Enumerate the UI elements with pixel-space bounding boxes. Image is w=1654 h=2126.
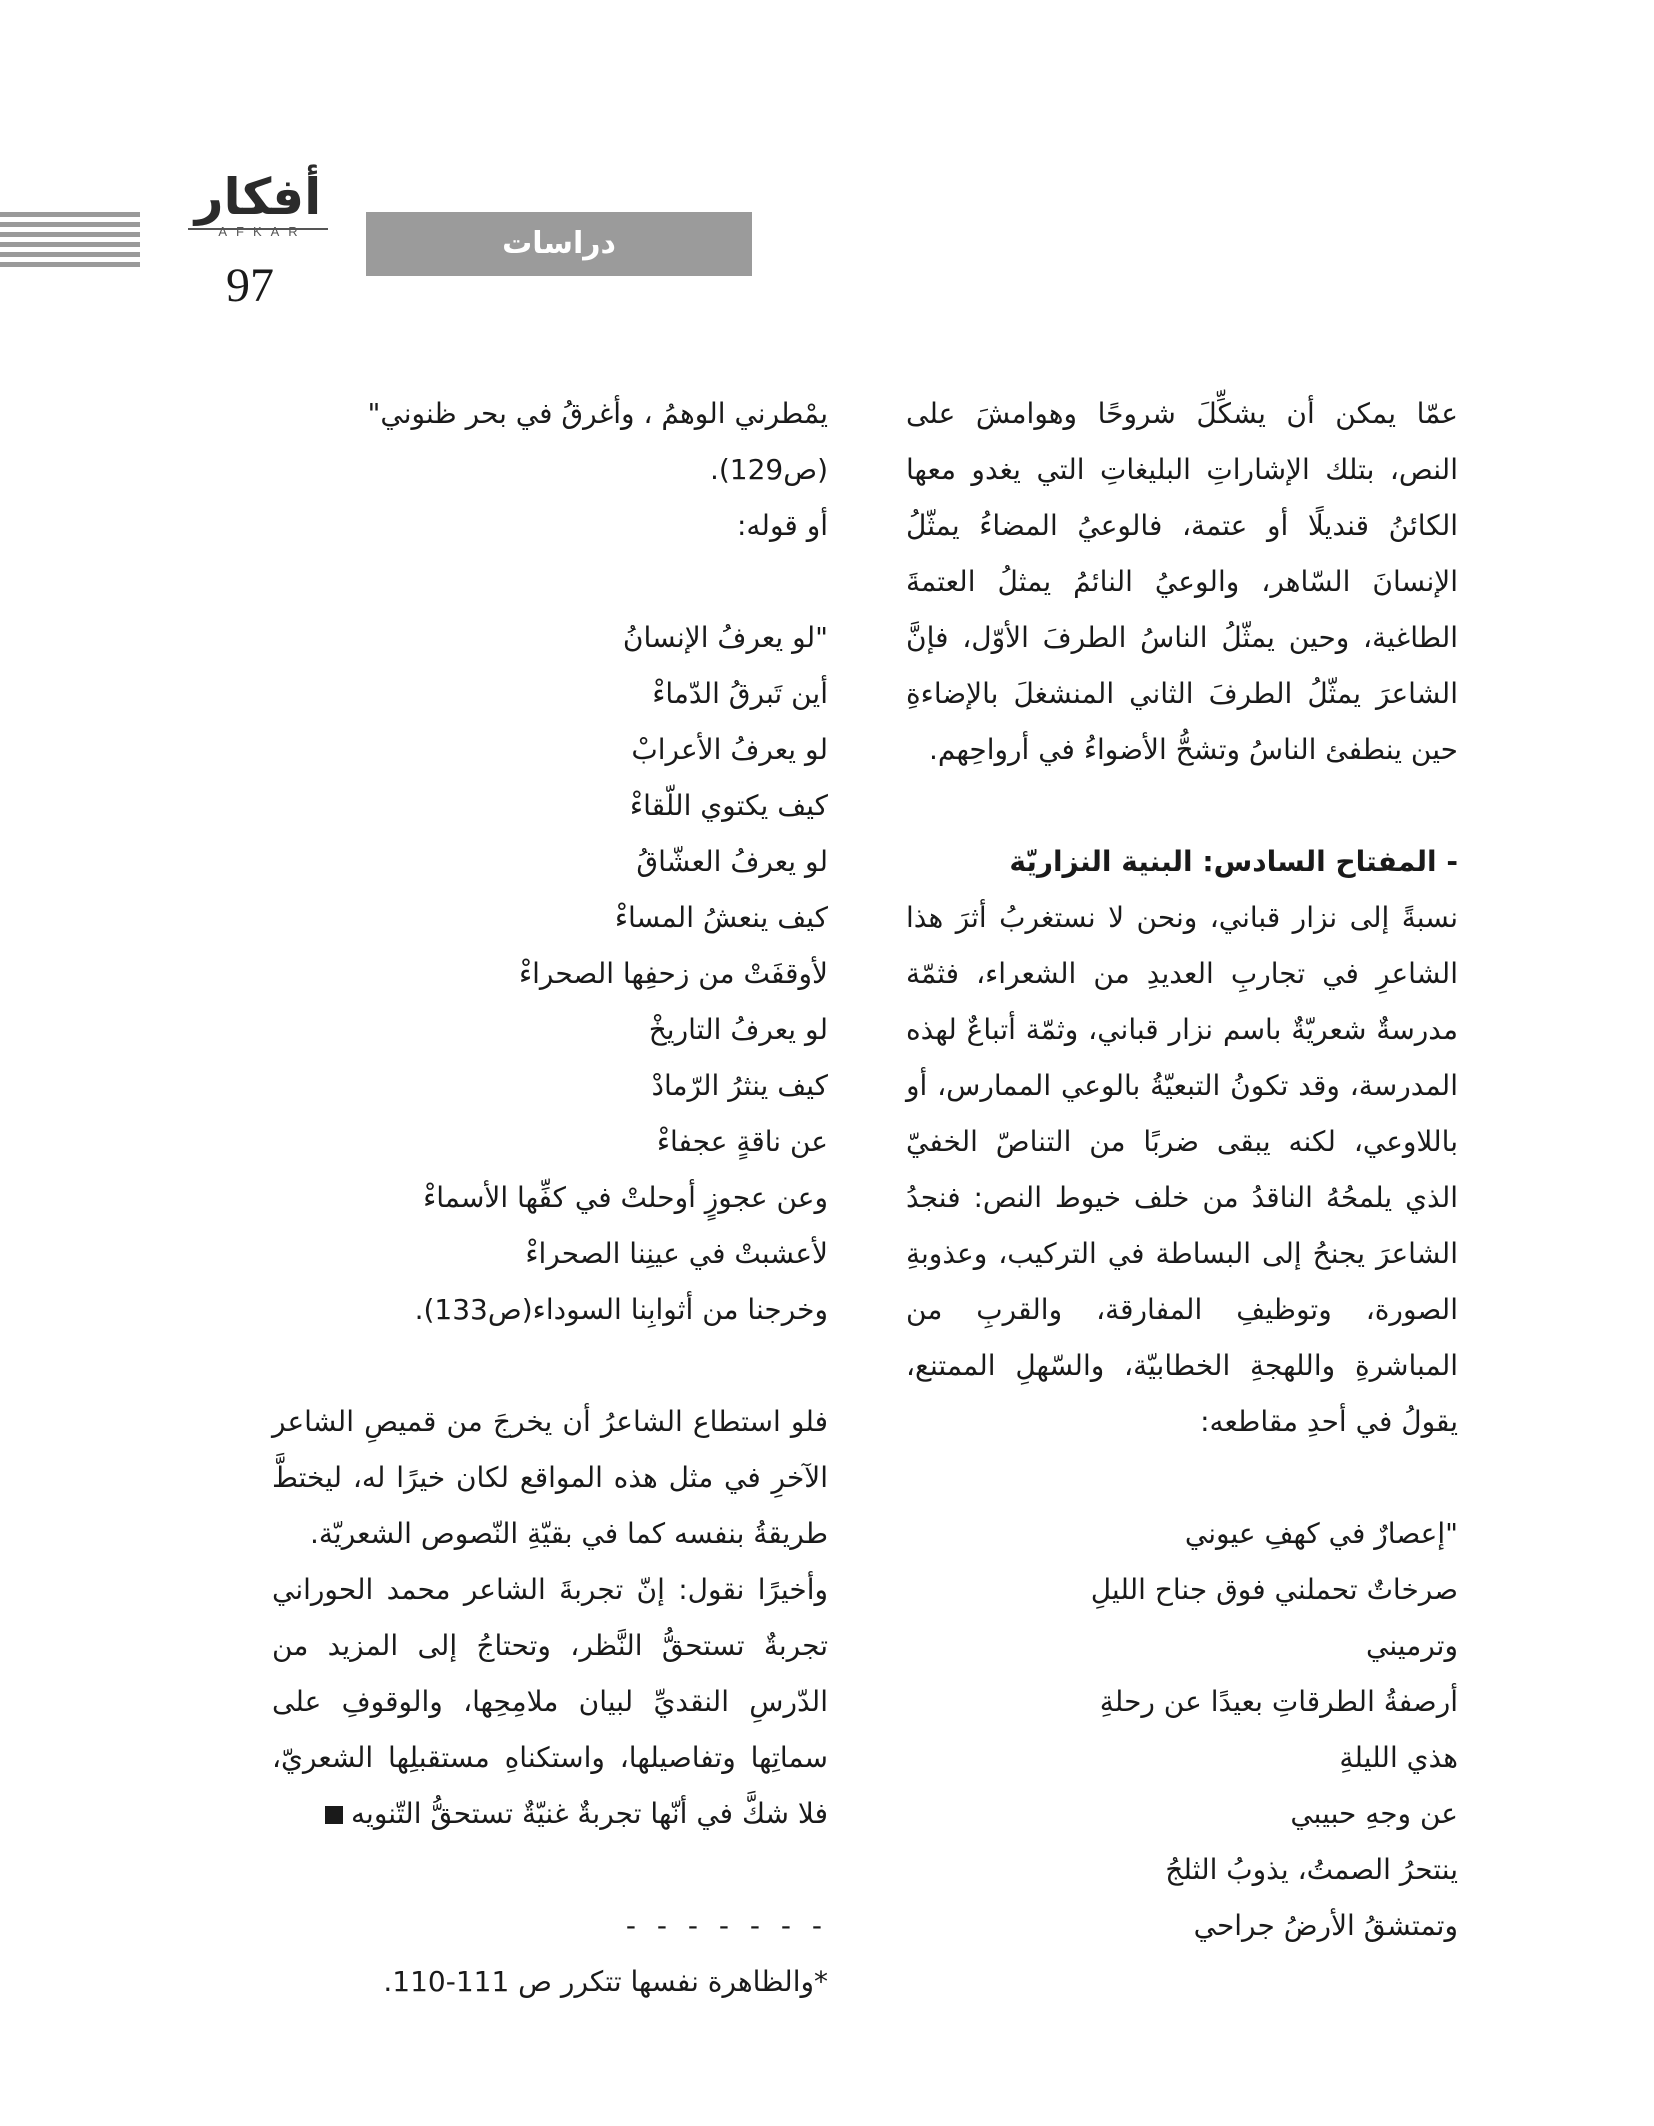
poem-line: وتمتشقُ الأرضُ جراحي: [1193, 1909, 1458, 1942]
end-of-article-square-icon: [325, 1806, 343, 1824]
poem-continuation-line: يمْطرني الوهمُ ، وأغرقُ في بحر ظنوني"(ص129).: [367, 397, 828, 486]
poem-line: لو يعرفُ الأعرابْ: [631, 733, 828, 766]
body-paragraph: نسبةً إلى نزار قباني، ونحن لا نستغربُ أثرَ هذا الشاعرِ في تجاربِ العديدِ من الشعراء، فثمّة مدرسةٌ شعريّةٌ باسم نزار قباني، وثمّة أتباعٌ لهذه المدرسة، وقد تكونُ التبعيّةُ بالوعي الممارس، أو باللاوعي، لكنه يبقى ضربًا من التناصّ الخفيّ الذي يلمحُهُ الناقدُ من خلف خيوط النص: فنجدُ الشاعرَ يجنحُ إلى البساطة في التركيب، وعذوبةِ الصورة، وتوظيفِ المفارقة، والقربِ من المباشرةِ واللهجةِ الخطابيّة، والسّهلِ الممتنع، يقولُ في أحدِ مقاطعه:: [906, 901, 1458, 1438]
quote-intro: أو قوله:: [736, 509, 828, 542]
final-paragraph: [272, 1562, 828, 1842]
header-stripes: [0, 212, 140, 276]
right-column: [906, 386, 1458, 1954]
poem-line: لأعشبتْ في عينِنا الصحراءْ: [525, 1237, 828, 1270]
final-paragraph-text: وأخيرًا نقول: إنّ تجربةَ الشاعر محمد الحوراني تجربةٌ تستحقُّ النَّظر، وتحتاجُ إلى المزيد من الدّرسِ النقديِّ لبيان ملامِحِها، والوقوفِ على سماتِها وتفاصيلها، واستكناهِ مستقبلِها الشعريّ، فلا شكَّ في أنّها تجربةٌ غنيّةٌ تستحقُّ التّنويه: [272, 1573, 828, 1830]
conclusion-paragraph: فلو استطاع الشاعرُ أن يخرجَ من قميصِ الشاعر الآخرِ في مثل هذه المواقع لكان خيرًا له، ليختطَّ طريقةُ بنفسه كما في بقيّةِ النّصوص الشعريّة.: [272, 1405, 828, 1550]
poem-line: عن ناقةٍ عجفاءْ: [656, 1125, 828, 1158]
left-column: [272, 386, 828, 2010]
poem-line: أين تَبرقُ الدّماءْ: [652, 677, 828, 710]
logo-arabic-text: أفكار: [194, 168, 322, 226]
poem-line: كيف ينعشُ المساءْ: [614, 901, 828, 934]
poem-line: كيف يكتوي اللّقاءْ: [629, 789, 828, 822]
poem-line: كيف ينثرُ الرّمادْ: [651, 1069, 828, 1102]
poem-line: هذي الليلةِ: [1339, 1741, 1458, 1774]
spacer: [906, 1450, 1458, 1506]
poem-excerpt-2: [272, 610, 828, 1338]
footnote: *والظاهرة نفسها تتكرر ص 111-110.: [383, 1965, 828, 1998]
poem-line: ينتحرُ الصمتُ، يذوبُ الثلجُ: [1165, 1853, 1458, 1886]
spacer: [272, 554, 828, 610]
section-heading: - المفتاح السادس: البنية النزاريّة: [1009, 845, 1458, 878]
page-number: 97: [226, 259, 274, 312]
magazine-logo: [178, 168, 338, 239]
poem-line: لو يعرفُ التاريخْ: [648, 1013, 828, 1046]
poem-line: عن وجهِ حبيبي: [1290, 1797, 1458, 1830]
poem-excerpt-1: [906, 1506, 1458, 1954]
poem-line: أرصفةُ الطرقاتِ بعيدًا عن رحلةِ: [1099, 1685, 1458, 1718]
poem-line: وعن عجوزٍ أوحلتْ في كفِّها الأسماءْ: [423, 1181, 828, 1214]
poem-line: لأوقفَتْ من زحفِها الصحراءْ: [518, 957, 828, 990]
poem-line: لو يعرفُ العشّاقُ: [636, 845, 828, 878]
poem-line: وخرجنا من أثوابِنا السوداء(ص133).: [414, 1293, 828, 1326]
poem-line: "إعصارٌ في كهفِ عيوني: [1184, 1517, 1458, 1550]
intro-paragraph: عمّا يمكن أن يشكِّلَ شروحًا وهوامشَ على النص، بتلك الإشاراتِ البليغاتِ التي يغدو معها الكائنُ قنديلًا أو عتمة، فالوعيُ المضاءُ يمثّلُ الإنسانَ السّاهر، والوعيُ النائمُ يمثلُ العتمةَ الطاغية، وحين يمثّلُ الناسُ الطرفَ الأوّل، فإنَّ الشاعرَ يمثّلُ الطرفَ الثاني المنشغلَ بالإضاءةِ حين ينطفئ الناسُ وتشحُّ الأضواءُ في أرواحِهم.: [906, 397, 1458, 766]
poem-line: صرخاتٌ تحملني فوق جناح الليلِ: [1090, 1573, 1458, 1606]
poem-line: "لو يعرفُ الإنسانُ: [622, 621, 828, 654]
spacer: [272, 1842, 828, 1898]
spacer: [906, 778, 1458, 834]
footnote-separator: - - - - - - -: [625, 1909, 828, 1942]
spacer: [272, 1338, 828, 1394]
logo-latin-text: AFKAR: [218, 224, 307, 239]
section-label: دراسات: [366, 212, 752, 276]
poem-line: وترميني: [1366, 1629, 1458, 1662]
